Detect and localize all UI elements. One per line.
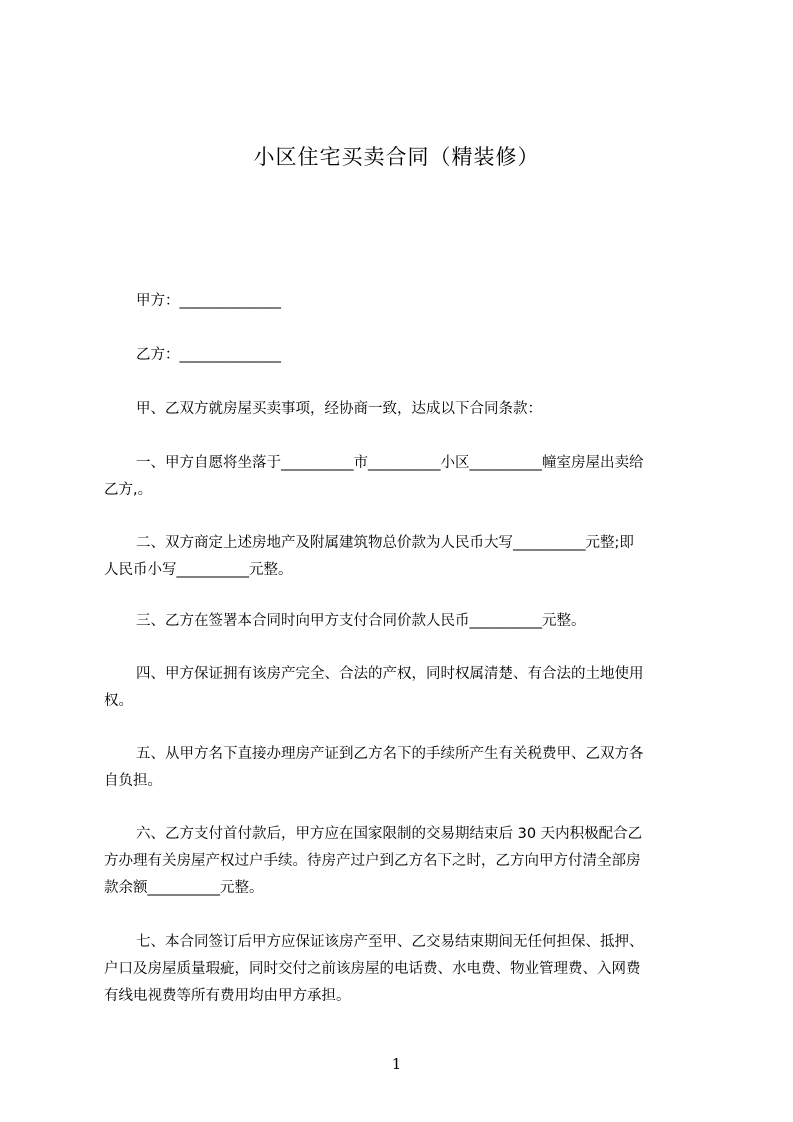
clause-1-line-2: 乙方,。	[104, 482, 153, 498]
clause-7-line-3: 有线电视费等所有费用均由甲方承担。	[104, 988, 351, 1004]
document-title: 小区住宅买卖合同（精装修）	[253, 145, 540, 169]
clause-7-line-1: 七、本合同签订后甲方应保证该房产至甲、乙交易结束期间无任何担保、抵押、	[136, 934, 644, 950]
clause-5-line-1: 五、从甲方名下直接办理房产证到乙方名下的手续所产生有关税费甲、乙双方各	[136, 746, 644, 762]
clause-4-line-1: 四、甲方保证拥有该房产完全、合法的产权，同时权属清楚、有合法的土地使用	[136, 666, 644, 682]
clause-7-line-2: 户口及房屋质量瑕疵，同时交付之前该房屋的电话费、水电费、物业管理费、入网费	[104, 961, 641, 977]
clause-6-line-2: 方办理有关房屋产权过户手续。待房产过户到乙方名下之时，乙方向甲方付清全部房	[104, 853, 641, 869]
clause-1-line-1: 一、甲方自愿将坐落于__________市__________小区__________幢室房屋出卖给	[136, 455, 644, 471]
clause-6-line-1: 六、乙方支付首付款后，甲方应在国家限制的交易期结束后 30 天内积极配合乙	[136, 826, 643, 842]
party-a-line: 甲方：______________	[136, 293, 281, 309]
clause-5-line-2: 自负担。	[104, 773, 162, 789]
clause-2-line-2: 人民币小写__________元整。	[104, 562, 293, 578]
intro-paragraph: 甲、乙双方就房屋买卖事项，经协商一致，达成以下合同条款：	[136, 401, 542, 417]
page-number: 1	[391, 1055, 402, 1073]
clause-2-line-1: 二、双方商定上述房地产及附属建筑物总价款为人民币大写__________元整;即	[136, 535, 634, 551]
clause-3-line-1: 三、乙方在签署本合同时向甲方支付合同价款人民币__________元整。	[136, 613, 586, 629]
clause-6-line-3: 款余额__________元整。	[104, 880, 264, 896]
clause-4-line-2: 权。	[104, 693, 133, 709]
party-b-line: 乙方：______________	[136, 347, 281, 363]
